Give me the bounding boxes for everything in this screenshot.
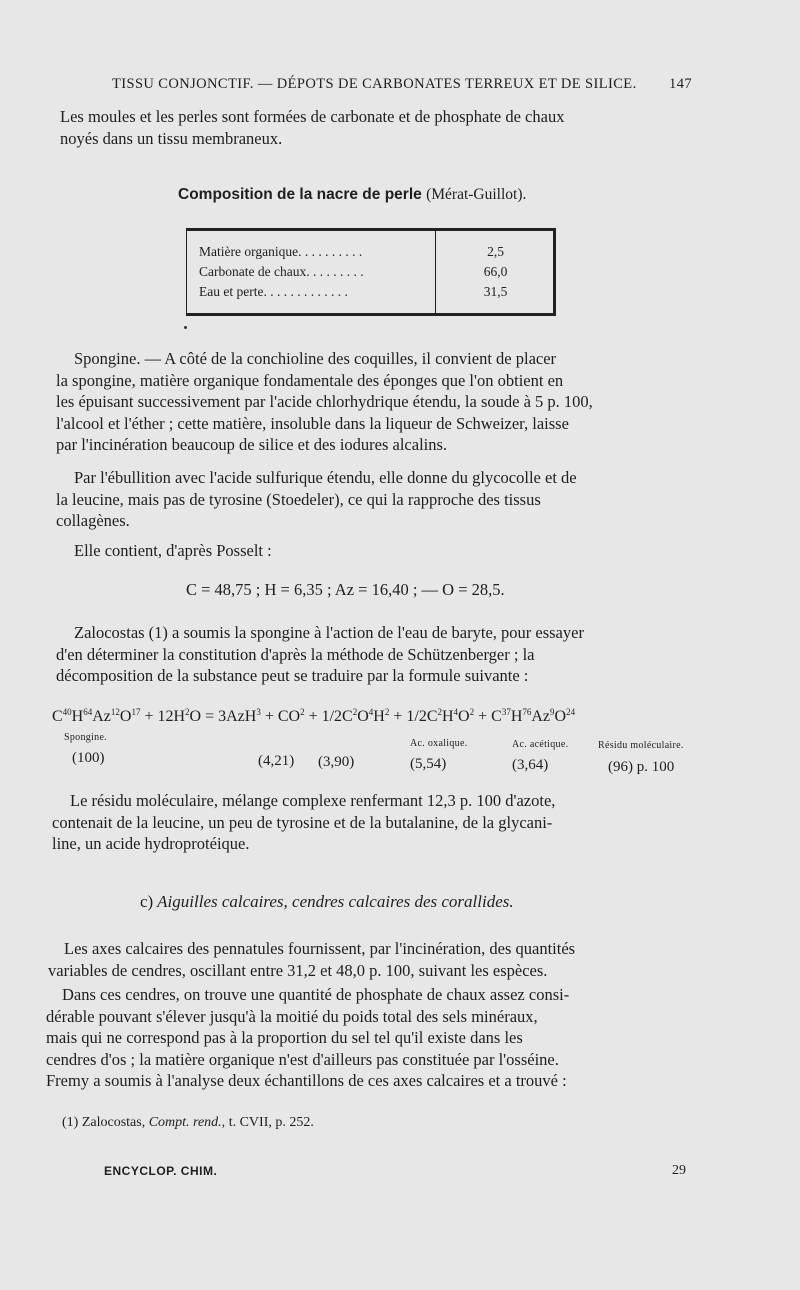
posselt-line bbox=[74, 540, 272, 562]
label-oxalique: Ac. oxalique. bbox=[410, 738, 468, 749]
text-line: Dans ces cendres, on trouve une quantité de phosphate de chaux assez consi- bbox=[62, 985, 570, 1004]
text-line: les épuisant successivement par l'acide chlorhydrique étendu, la soude à 5 p. 100, bbox=[56, 392, 593, 411]
row-label: Carbonate de chaux. . . . . . . . . bbox=[199, 264, 364, 279]
text-line: par l'incinération beaucoup de silice et des iodures alcalins. bbox=[56, 435, 448, 454]
text-line: line, un acide hydroprotéique. bbox=[52, 834, 250, 853]
label-spongine: Spongine. bbox=[64, 732, 107, 743]
composition-heading bbox=[178, 186, 526, 204]
value-oxalique: (5,54) bbox=[410, 756, 447, 772]
row-label: Eau et perte. . . . . . . . . . . . . bbox=[199, 284, 348, 299]
text-line: Fremy a soumis à l'analyse deux échantillons de ces axes calcaires et a trouvé : bbox=[46, 1071, 567, 1090]
text-line: la leucine, mais pas de tyrosine (Stoedeler), ce qui la rapproche des tissus bbox=[56, 489, 541, 509]
footnote-ref: t. CVII, p. 252. bbox=[228, 1115, 314, 1130]
footer-signature: ENCYCLOP. CHIM. bbox=[104, 1164, 218, 1178]
signature-number: 29 bbox=[672, 1163, 686, 1178]
footnote-journal: Compt. rend., bbox=[148, 1115, 226, 1130]
axes-paragraph bbox=[48, 938, 698, 981]
table-row bbox=[187, 262, 555, 282]
value-acetique: (3,64) bbox=[512, 757, 549, 773]
text-line: Par l'ébullition avec l'acide sulfurique étendu, elle donne du glycocolle et de bbox=[74, 468, 577, 487]
print-speck bbox=[184, 326, 187, 329]
value-spongine: (100) bbox=[72, 750, 105, 766]
text-line: la spongine, matière organique fondamentale des éponges que l'on obtient en bbox=[56, 370, 564, 390]
section-marker: c) bbox=[140, 892, 154, 911]
label-acetique: Ac. acétique. bbox=[512, 739, 569, 750]
footnote-author: Zalocostas, bbox=[81, 1115, 146, 1130]
table-row bbox=[187, 230, 555, 263]
value-water: (4,21) bbox=[258, 753, 295, 769]
text-line: collagènes. bbox=[56, 511, 130, 530]
text-line: Le résidu moléculaire, mélange complexe renfermant 12,3 p. 100 d'azote, bbox=[70, 791, 556, 810]
text-line: noyés dans un tissu membraneux. bbox=[60, 128, 283, 148]
page-number: 147 bbox=[669, 76, 692, 92]
text-line: cendres d'os ; la matière organique n'est d'ailleurs pas constituée par l'osséine. bbox=[46, 1049, 559, 1069]
zalocostas-paragraph bbox=[56, 622, 698, 687]
row-value: 2,5 bbox=[436, 230, 555, 263]
spongine-paragraph bbox=[56, 348, 698, 456]
text-line: dérable pouvant s'élever jusqu'à la moitié du poids total des sels minéraux, bbox=[46, 1006, 538, 1026]
text-line: variables de cendres, oscillant entre 31,2 et 48,0 p. 100, suivant les espèces. bbox=[48, 960, 548, 980]
composition-table bbox=[186, 228, 556, 316]
table-row bbox=[187, 282, 555, 315]
elemental-formula: C = 48,75 ; H = 6,35 ; Az = 16,40 ; — O = 28,5. bbox=[186, 580, 505, 599]
footnote bbox=[62, 1115, 314, 1131]
footnote-marker: (1) bbox=[62, 1115, 79, 1130]
section-subheading bbox=[140, 892, 514, 912]
cendres-paragraph bbox=[46, 984, 698, 1092]
ebullition-paragraph bbox=[56, 467, 698, 532]
text-line: Les axes calcaires des pennatules fournissent, par l'incinération, des quantités bbox=[64, 939, 576, 958]
text-line: Elle contient, d'après Posselt : bbox=[74, 541, 272, 560]
text-line: Les moules et les perles sont formées de carbonate et de phosphate de chaux bbox=[60, 107, 565, 126]
label-residu: Résidu moléculaire. bbox=[598, 740, 684, 751]
residu-paragraph bbox=[52, 790, 698, 855]
value-ammonia: (3,90) bbox=[318, 754, 355, 770]
text-line: Zalocostas (1) a soumis la spongine à l'action de l'eau de baryte, pour essayer bbox=[74, 623, 584, 642]
text-line: mais qui ne correspond pas à la proportion du sel tel qu'il existe dans les bbox=[46, 1028, 523, 1047]
running-header bbox=[112, 76, 692, 93]
text-line: contenait de la leucine, un peu de tyrosine et de la butalanine, de la glycani- bbox=[52, 812, 553, 832]
value-residu: (96) p. 100 bbox=[608, 759, 675, 775]
row-value: 31,5 bbox=[436, 282, 555, 315]
text-line: l'alcool et l'éther ; cette matière, insoluble dans la liqueur de Schweizer, laisse bbox=[56, 413, 569, 433]
intro-paragraph bbox=[60, 106, 698, 149]
header-title: TISSU CONJONCTIF. — DÉPOTS DE CARBONATES TERREUX ET DE SILICE. bbox=[112, 76, 637, 92]
row-label: Matière organique. . . . . . . . . . bbox=[199, 244, 363, 259]
section-title: Aiguilles calcaires, cendres calcaires des corallides. bbox=[157, 892, 514, 911]
text-line: d'en déterminer la constitution d'après la méthode de Schützenberger ; la bbox=[56, 644, 535, 664]
composition-title: Composition de la nacre de perle bbox=[178, 186, 422, 203]
text-line: décomposition de la substance peut se traduire par la formule suivante : bbox=[56, 666, 529, 685]
row-value: 66,0 bbox=[436, 262, 555, 282]
text-line: Spongine. — A côté de la conchioline des coquilles, il convient de placer bbox=[74, 349, 557, 368]
chemical-equation: $C^{40}H^{64}Az^{12}O^{17} + 12H^2O = 3AzH^3 + CO^2 + 1/2C^2O^4H^2 + 1/2C^2H^4O^2 + C^{37}H^{76}Az^9O^{24}$ bbox=[52, 707, 576, 725]
composition-source: (Mérat-Guillot). bbox=[426, 186, 527, 203]
